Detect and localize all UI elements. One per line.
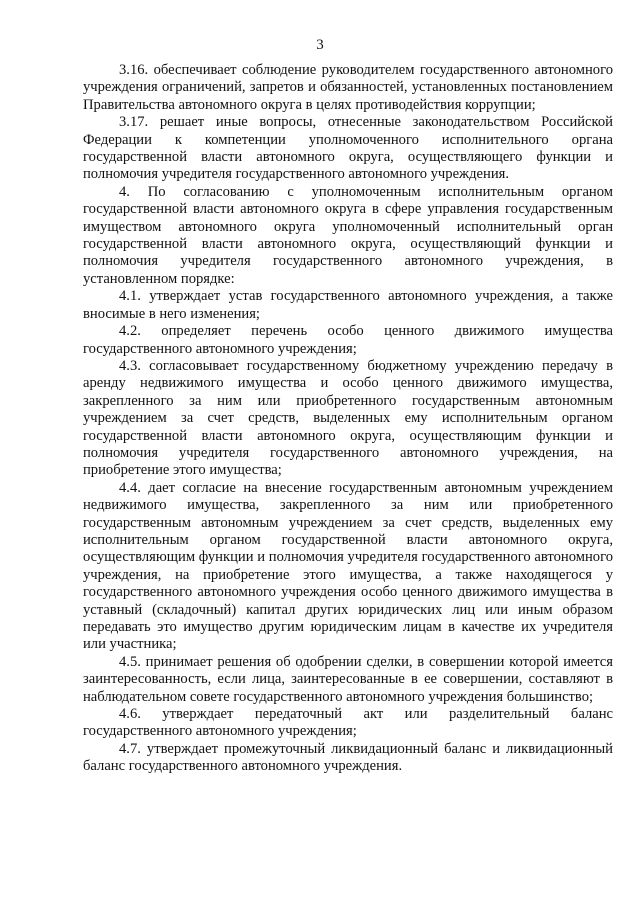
paragraph-4-1: 4.1. утверждает устав государственного автономного учреждения, а также вносимые в него изменения; [83, 288, 613, 322]
paragraph-4-4: 4.4. дает согласие на внесение государственным автономным учреждением недвижимого имущества, закрепленного за ним или приобретенного государственным автономным учреждением за счет средств, выделенных ему исполнительным органом государственной власти автономного округа, осуществляющим функции и полномочия учредителя государственного автономного учреждения, на приобретение этого имущества, а также находящегося у государственного автономного учреждения особо ценного движимого имущества в уставный (складочный) капитал других юридических лиц или иным образом передавать это имущество другим юридическим лицам в качестве их учредителя или участника; [83, 479, 613, 653]
paragraph-3-17: 3.17. решает иные вопросы, отнесенные законодательством Российской Федерации к компетенции уполномоченного исполнительного органа государственной власти автономного округа, осуществляющего функции и полномочия учредителя государственного автономного учреждения. [83, 114, 613, 183]
document-body [83, 62, 613, 776]
paragraph-4-7: 4.7. утверждает промежуточный ликвидационный баланс и ликвидационный баланс государственного автономного учреждения. [83, 740, 613, 775]
paragraph-4-3: 4.3. согласовывает государственному бюджетному учреждению передачу в аренду недвижимого имущества и особо ценного движимого имущества, закрепленного за ним или приобретенного государственным автономным учреждением за счет средств, выделенных ему исполнительным органом государственной власти автономного округа, осуществляющим функции и полномочия учредителя государственного автономного учреждения, на приобретение этого имущества; [83, 357, 613, 479]
page-number: 3 [316, 37, 324, 53]
paragraph-4-6: 4.6. утверждает передаточный акт или разделительный баланс государственного автономного учреждения; [83, 706, 613, 740]
paragraph-4-5: 4.5. принимает решения об одобрении сделки, в совершении которой имеется заинтересованность, если лица, заинтересованные в ее совершении, составляют в наблюдательном совете государственного автономного учреждения большинство; [83, 653, 613, 705]
paragraph-3-16: 3.16. обеспечивает соблюдение руководителем государственного автономного учреждения ограничений, запретов и обязанностей, установленных постановлением Правительства автономного округа в целях противодействия коррупции; [83, 62, 613, 113]
paragraph-4: 4. По согласованию с уполномоченным исполнительным органом государственной власти автономного округа в сфере управления государственным имуществом автономного округа уполномоченный исполнительный орган государственной власти автономного округа, осуществляющий функции и полномочия учредителя государственного автономного учреждения, в установленном порядке: [83, 183, 613, 287]
paragraph-4-2: 4.2. определяет перечень особо ценного движимого имущества государственного автономного учреждения; [83, 323, 613, 357]
